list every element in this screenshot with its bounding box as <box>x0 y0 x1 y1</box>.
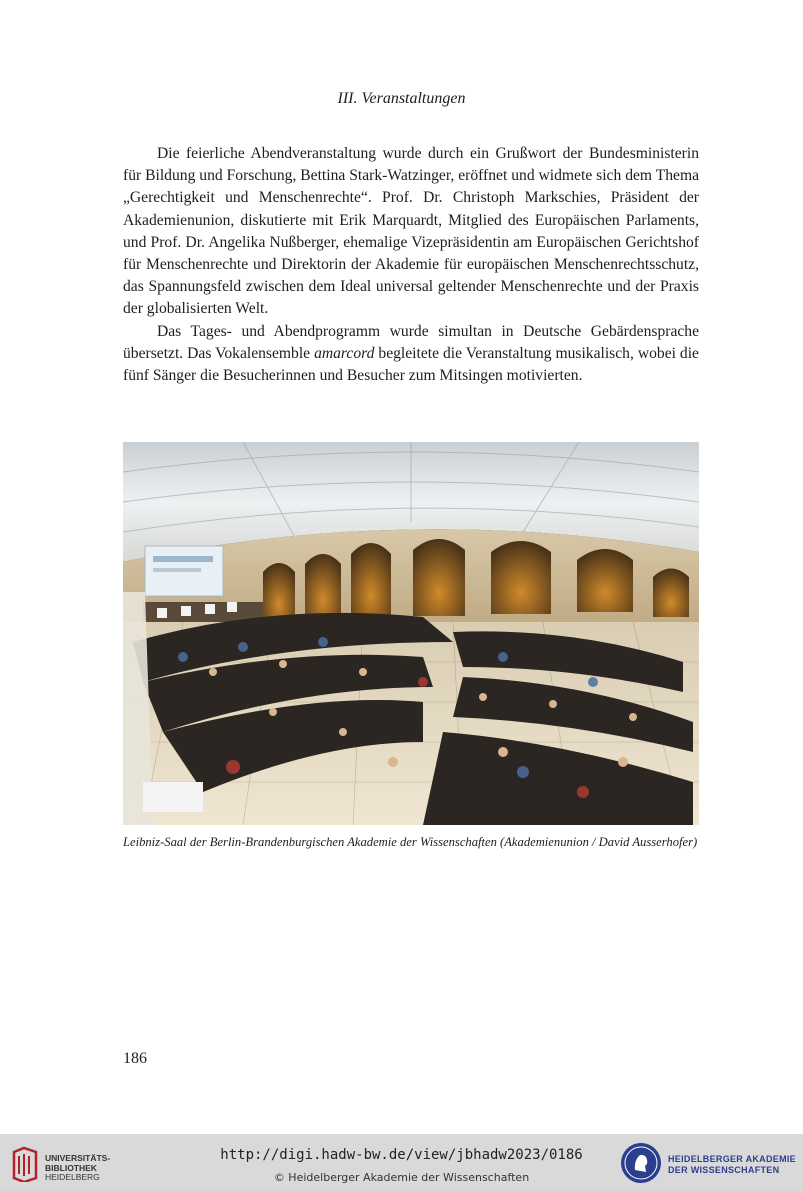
academy-logo-text <box>668 1154 796 1176</box>
footer-bar <box>0 1134 803 1191</box>
ub-logo-line-3: HEIDELBERG <box>45 1172 100 1182</box>
running-header: III. Veranstaltungen <box>337 90 466 107</box>
body-text <box>123 143 699 387</box>
ensemble-name: amarcord <box>314 344 375 362</box>
figure-caption: Leibniz-Saal der Berlin-Brandenburgischen Akademie der Wissenschaften (Akademienunion / David Ausserhofer) <box>123 835 698 849</box>
ub-logo-line-2: BIBLIOTHEK <box>45 1162 97 1173</box>
paragraph-1: Die feierliche Abendveranstaltung wurde durch ein Grußwort der Bundesministerin für Bildung und Forschung, Bettina Stark-Watzinger, eröffnet und widmete sich dem Thema „Gerechtigkeit und Menschenrechte“. Prof. Dr. Christoph Markschies, Präsident der Akademienunion, diskutierte mit Erik Marquardt, Mitglied des Europäischen Parlaments, und Prof. Dr. Angelika Nußberger, ehemalige Vizepräsidentin am Europäischen Gerichtshof für Menschenrechte und Direktorin der Akademie für europäischen Menschenrechtsschutz, das Spannungsfeld zwischen dem Ideal universal geltender Menschenrechte und der Praxis der globalisierten Welt. <box>123 145 699 318</box>
paragraph-2-text-b: begleitete die Veranstaltung musikalisch, wobei die fünf Sänger die Besucherinnen und Besucher zum Mitsingen motivierten. <box>123 344 699 385</box>
academy-logo-line-1: HEIDELBERGER AKADEMIE <box>668 1154 796 1164</box>
footer-copyright: © Heidelberger Akademie der Wissenschaften <box>273 1171 530 1184</box>
paragraph-2 <box>123 321 699 388</box>
academy-logo[interactable] <box>620 1141 800 1185</box>
page-number: 186 <box>123 1050 147 1067</box>
hall-photo <box>123 442 699 825</box>
ub-logo-line-1: UNIVERSITÄTS- <box>45 1153 111 1163</box>
footer-url-link[interactable]: http://digi.hadw-bw.de/view/jbhadw2023/0186 <box>220 1147 583 1163</box>
academy-logo-line-2: DER WISSENSCHAFTEN <box>668 1165 780 1175</box>
paragraph-2-text-a: Das Tages- und Abendprogramm wurde simultan in Deutsche Gebärdensprache übersetzt. Das Vokalensemble <box>123 322 699 362</box>
academy-seal-icon <box>620 1142 662 1184</box>
